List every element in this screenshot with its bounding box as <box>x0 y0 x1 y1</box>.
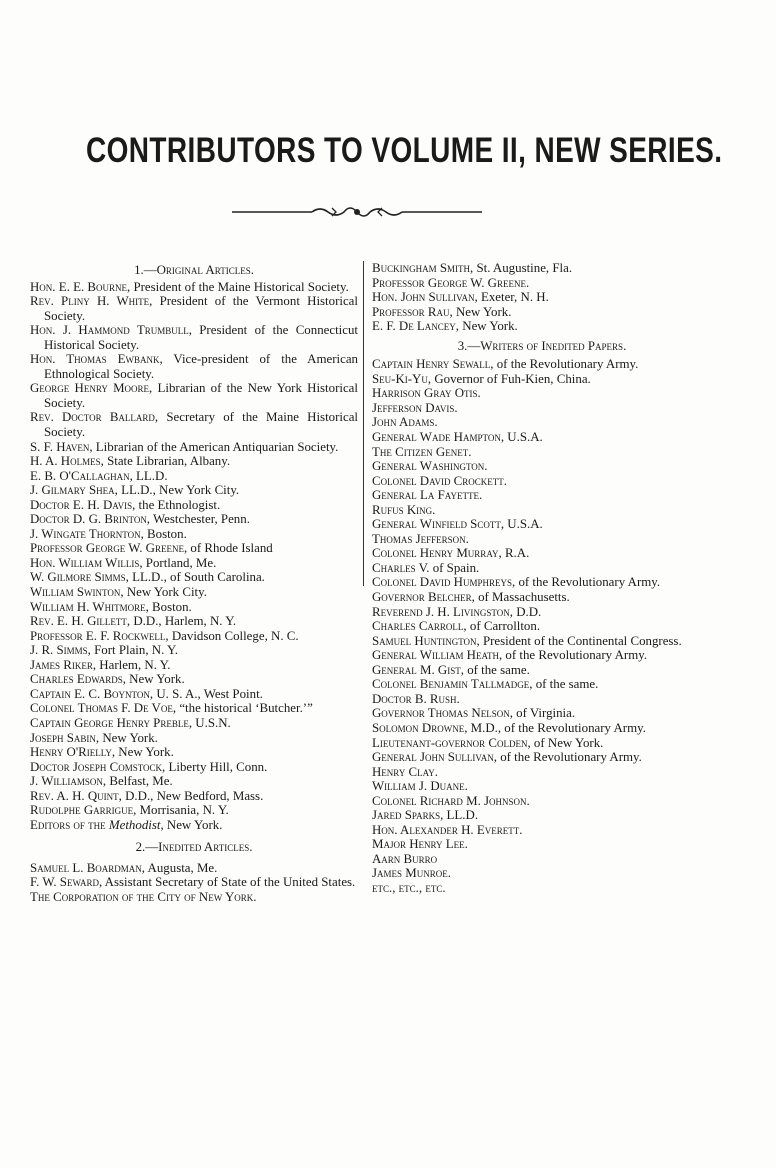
contributor-entry <box>372 386 712 401</box>
contributor-detail: New York. <box>115 745 174 760</box>
contributor-entry <box>372 866 712 881</box>
contributor-entry <box>30 410 358 439</box>
contributor-detail: D.D. <box>512 604 542 619</box>
contributor-detail: President of the Vermont Historical Society. <box>44 294 358 323</box>
section-heading-original: 1.—Original Articles. <box>134 263 254 277</box>
contributor-detail: the Ethnologist. <box>135 497 221 512</box>
contributor-entry <box>372 276 712 291</box>
contributor-detail: President of the Connecticut Historical Society. <box>44 323 358 352</box>
contributor-entry <box>30 760 358 775</box>
contributor-detail: of the Revolutionary Army. <box>515 575 661 590</box>
contributor-name: Professor George W. Greene. <box>372 275 530 290</box>
contributor-entry <box>372 319 712 334</box>
contributor-name: E. F. De Lancey, <box>372 319 460 334</box>
contributor-entry <box>30 890 358 905</box>
contributor-entry <box>30 323 358 352</box>
contributor-name: Doctor E. H. Davis, <box>30 497 136 512</box>
contributor-detail: New York. <box>452 304 512 319</box>
contributor-name: Harrison Gray Otis. <box>372 386 481 401</box>
contributor-name: Editors of the <box>30 817 109 832</box>
contributor-entry <box>372 823 712 838</box>
contributor-entry <box>30 294 358 323</box>
contributor-detail: Boston. <box>143 526 187 541</box>
contributor-detail: LL.D., New York City. <box>117 483 240 498</box>
contributor-name: Hon. Thomas Ewbank, <box>30 352 163 367</box>
contributor-name: Hon. William Willis, <box>30 555 143 570</box>
contributor-name: Lieutenant-governor Colden, <box>372 735 531 750</box>
contributor-entry <box>372 648 712 663</box>
contributor-name: J. R. Simms, <box>30 643 91 658</box>
contributor-entry <box>30 731 358 746</box>
contributor-entry <box>372 503 712 518</box>
contributor-name: Aarn Burro <box>372 851 438 866</box>
contributor-detail: of Massachusetts. <box>474 590 570 605</box>
contributor-name: Colonel Henry Murray, <box>372 546 502 561</box>
contributor-name: George Henry Moore, <box>30 381 153 396</box>
contributor-name: Thomas Jefferson. <box>372 531 469 546</box>
contributor-entry <box>30 352 358 381</box>
contributor-detail: of the same. <box>532 677 599 692</box>
contributor-detail: State Librarian, Albany. <box>103 454 231 469</box>
contributor-name: Colonel Richard M. Johnson. <box>372 793 530 808</box>
contributor-name: Governor Thomas Nelson, <box>372 706 513 721</box>
contributor-detail: Librarian of the New York Historical Society. <box>44 381 358 410</box>
contributor-entry <box>372 808 712 823</box>
contributor-entry <box>372 459 712 474</box>
contributor-entry <box>372 590 712 605</box>
contributor-entry <box>372 837 712 852</box>
contributor-entry <box>372 721 712 736</box>
contributor-entry <box>30 716 358 731</box>
contributor-detail: LL.D. <box>443 808 479 823</box>
contributor-entry <box>30 381 358 410</box>
contributor-entry <box>372 605 712 620</box>
contributor-detail: Governor of Fuh-Kien, China. <box>431 371 591 386</box>
contributor-name: Samuel L. Boardman, <box>30 860 146 875</box>
contributor-detail: of New York. <box>530 735 604 750</box>
contributor-entry <box>30 585 358 600</box>
contributor-name: John Adams. <box>372 415 438 430</box>
contributor-entry <box>30 527 358 542</box>
contributor-entry <box>30 687 358 702</box>
contributor-entry <box>30 614 358 629</box>
contributor-detail: Harlem, N. Y. <box>96 657 171 672</box>
contributor-name: General William Heath, <box>372 648 503 663</box>
contributor-name: William Swinton, <box>30 585 124 600</box>
contributor-name: E. B. O'Callaghan, <box>30 468 133 483</box>
contributor-entry <box>372 488 712 503</box>
contributor-name: Buckingham Smith, <box>372 261 474 275</box>
contributor-detail: Liberty Hill, Conn. <box>165 759 268 774</box>
contributor-detail: New York. <box>99 730 158 745</box>
contributor-entry <box>30 789 358 804</box>
contributor-name: James Riker, <box>30 657 97 672</box>
contributor-name: Henry O'Rielly, <box>30 745 116 760</box>
contributor-detail: LL.D. <box>132 468 168 483</box>
contributor-entry <box>30 556 358 571</box>
contributor-entry <box>30 861 358 876</box>
contributor-name: J. Gilmary Shea, <box>30 483 118 498</box>
contributor-detail: R.A. <box>501 546 530 561</box>
contributor-detail: St. Augustine, Fla. <box>473 261 573 275</box>
contributor-detail: New York City. <box>123 585 207 600</box>
writers-list <box>372 357 712 895</box>
contributor-entry <box>30 498 358 513</box>
contributor-entry <box>372 401 712 416</box>
contributor-name: Colonel David Crockett. <box>372 473 507 488</box>
contributor-name: W. Gilmore Simms, <box>30 570 129 585</box>
contributor-entry <box>30 280 358 295</box>
contributor-detail: of the Revolutionary Army. <box>493 357 639 372</box>
contributor-detail: U. S. A., West Point. <box>153 686 263 701</box>
contributor-name: Reverend J. H. Livingston, <box>372 604 513 619</box>
contributor-detail: President of the Maine Historical Society. <box>130 279 349 294</box>
contributor-detail: Assistant Secretary of State of the United States. <box>102 875 356 890</box>
contributor-name: Captain George Henry Preble, <box>30 715 193 730</box>
contributor-name: Colonel Benjamin Tallmadge, <box>372 677 533 692</box>
contributor-entry <box>372 765 712 780</box>
ornament-divider-icon <box>232 205 482 219</box>
contributor-entry <box>30 512 358 527</box>
contributor-name: Samuel Huntington, <box>372 633 480 648</box>
contributor-name: Joseph Sabin, <box>30 730 100 745</box>
contributor-name: Professor Rau, <box>372 304 453 319</box>
column-rule <box>363 261 364 586</box>
contributor-entry <box>30 541 358 556</box>
contributor-name: General Wade Hampton, <box>372 430 505 445</box>
contributor-entry <box>372 852 712 867</box>
contributor-detail: of Virginia. <box>512 706 576 721</box>
contributor-entry <box>372 430 712 445</box>
contributor-name: William H. Whitmore, <box>30 599 149 614</box>
contributor-detail: President of the Continental Congress. <box>479 633 682 648</box>
contributor-entry <box>372 750 712 765</box>
contributor-detail: of the same. <box>463 662 530 677</box>
contributor-entry <box>372 445 712 460</box>
contributor-entry <box>30 774 358 789</box>
contributor-entry <box>30 600 358 615</box>
contributor-detail: Librarian of the American Antiquarian Society. <box>92 439 339 454</box>
contributor-name: Hon. John Sullivan, <box>372 290 478 305</box>
contributor-entry <box>372 290 712 305</box>
contributor-name: Seu-Ki-Yu, <box>372 371 432 386</box>
contributor-name: Rev. Pliny H. White, <box>30 294 153 309</box>
contributor-name: F. W. Seward, <box>30 875 103 890</box>
contributor-entry <box>372 561 712 576</box>
contributor-detail: Fort Plain, N. Y. <box>90 643 178 658</box>
contributor-entry <box>372 736 712 751</box>
contributor-name: James Munroe. <box>372 866 451 881</box>
contributor-detail: Augusta, Me. <box>145 860 218 875</box>
contributor-name: S. F. Haven, <box>30 439 93 454</box>
contributor-detail: U.S.A. <box>504 517 543 532</box>
contributor-entry <box>372 881 712 896</box>
right-column <box>372 261 712 896</box>
contributor-name: J. Williamson, <box>30 774 107 789</box>
continued-original-list <box>372 261 712 334</box>
contributor-detail: D.D., Harlem, N. Y. <box>130 614 237 629</box>
contributor-detail: Portland, Me. <box>142 555 217 570</box>
contributor-name: Hon. Alexander H. Everett. <box>372 822 523 837</box>
contributor-name: General Winfield Scott, <box>372 517 505 532</box>
contributor-name: Rev. E. H. Gillett, <box>30 614 131 629</box>
contributor-entry <box>372 677 712 692</box>
contributor-name: Rev. Doctor Ballard, <box>30 410 159 425</box>
contributor-detail: Methodist, New York. <box>108 817 223 832</box>
contributor-entry <box>372 794 712 809</box>
contributor-detail: Belfast, Me. <box>106 774 173 789</box>
contributor-name: Doctor D. G. Brinton, <box>30 512 151 527</box>
contributor-name: Rufus King. <box>372 502 436 517</box>
contributor-name: Jefferson Davis. <box>372 400 458 415</box>
contributor-name: William J. Duane. <box>372 779 468 794</box>
contributor-entry <box>30 570 358 585</box>
contributor-name: General La Fayette. <box>372 488 483 503</box>
inedited-articles-list <box>30 861 358 905</box>
contributor-entry <box>372 706 712 721</box>
contributor-detail: “the historical ‘Butcher.’” <box>176 701 313 716</box>
contributor-detail: Boston. <box>148 599 192 614</box>
contributor-entry <box>30 672 358 687</box>
contributor-entry <box>372 474 712 489</box>
contributor-name: General M. Gist, <box>372 662 464 677</box>
contributor-entry <box>372 779 712 794</box>
contributor-detail: Vice-president of the American Ethnological Society. <box>44 352 359 381</box>
contributor-detail: Davidson College, N. C. <box>168 628 299 643</box>
contributor-detail: New York. <box>125 672 185 687</box>
contributor-detail: New York. <box>459 319 518 334</box>
contributor-name: Major Henry Lee. <box>372 837 468 852</box>
contributor-name: Professor George W. Greene, <box>30 541 188 556</box>
contributor-name: General John Sullivan, <box>372 750 497 765</box>
original-articles-list <box>30 280 358 833</box>
contributor-entry <box>30 658 358 673</box>
contributor-detail: LL.D., of South Carolina. <box>128 570 265 585</box>
left-column <box>30 261 358 905</box>
contributor-entry <box>30 818 358 833</box>
contributor-detail: Secretary of the Maine Historical Society. <box>44 410 358 440</box>
contributor-name: etc., etc., etc. <box>372 880 446 895</box>
contributor-entry <box>30 629 358 644</box>
contributor-detail: U.S.A. <box>504 430 543 445</box>
contributor-entry <box>30 643 358 658</box>
contributor-entry <box>372 575 712 590</box>
contributor-detail: Morrisania, N. Y. <box>136 803 229 818</box>
contributor-detail: of Carrollton. <box>466 619 541 634</box>
contributor-entry <box>372 663 712 678</box>
contributor-name: Charles Edwards, <box>30 672 126 687</box>
contributor-name: Colonel Thomas F. De Voe, <box>30 701 177 716</box>
contributor-entry <box>30 469 358 484</box>
contributor-entry <box>30 701 358 716</box>
contributor-name: J. Wingate Thornton, <box>30 526 144 541</box>
contributor-name: The Citizen Genet. <box>372 444 472 459</box>
contributor-name: Charles V. <box>372 560 430 575</box>
contributor-entry <box>372 619 712 634</box>
contributor-detail: Westchester, Penn. <box>150 512 250 527</box>
contributor-entry <box>372 546 712 561</box>
contributor-name: Rudolphe Garrigue, <box>30 803 137 818</box>
contributor-entry <box>30 803 358 818</box>
contributor-name: Colonel David Humphreys, <box>372 575 516 590</box>
contributor-entry <box>372 517 712 532</box>
contributor-entry <box>372 372 712 387</box>
contributor-detail: D.D., New Bedford, Mass. <box>121 788 264 803</box>
contributor-entry <box>372 305 712 320</box>
contributor-name: Solomon Drowne, <box>372 720 468 735</box>
page-title: CONTRIBUTORS TO VOLUME II, NEW SERIES. <box>86 131 723 170</box>
contributor-name: Doctor Joseph Comstock, <box>30 759 166 774</box>
contributor-name: Jared Sparks, <box>372 808 444 823</box>
contributor-name: Hon. J. Hammond Trumbull, <box>30 323 192 338</box>
contributor-detail: of the Revolutionary Army. <box>502 648 648 663</box>
section-heading-writers: 3.—Writers of Inedited Papers. <box>457 338 627 353</box>
contributor-detail: of Spain. <box>429 560 480 575</box>
contributor-detail: of Rhode Island <box>187 541 273 556</box>
contributor-entry <box>372 692 712 707</box>
contributor-entry <box>30 454 358 469</box>
contributor-detail: of the Revolutionary Army. <box>497 750 642 765</box>
contributor-entry <box>372 261 712 276</box>
contributor-name: Henry Clay. <box>372 764 439 779</box>
contributor-entry <box>372 357 712 372</box>
section-heading-inedited: 2.—Inedited Articles. <box>135 840 253 855</box>
contributor-name: Governor Belcher, <box>372 590 475 605</box>
contributor-name: Hon. E. E. Bourne, <box>30 279 131 294</box>
contributor-entry <box>30 440 358 455</box>
contributor-entry <box>30 745 358 760</box>
contributor-entry <box>372 532 712 547</box>
contributor-name: The Corporation of the City of New York. <box>30 889 257 904</box>
contributor-name: Captain E. C. Boynton, <box>30 686 154 701</box>
contributor-name: Professor E. F. Rockwell, <box>30 628 169 643</box>
contributor-entry <box>372 634 712 649</box>
contributor-entry <box>30 483 358 498</box>
contributor-detail: M.D., of the Revolutionary Army. <box>467 720 646 735</box>
contributor-name: Charles Carroll, <box>372 619 467 634</box>
contributor-name: Captain Henry Sewall, <box>372 357 494 372</box>
contributor-name: H. A. Holmes, <box>30 454 104 469</box>
contributor-detail: U.S.N. <box>192 715 231 730</box>
contributor-entry <box>372 415 712 430</box>
contributor-entry <box>30 875 358 890</box>
contributor-detail: Exeter, N. H. <box>477 290 549 305</box>
contributor-name: Rev. A. H. Quint, <box>30 788 122 803</box>
contributor-name: General Washington. <box>372 459 488 474</box>
contributor-name: Doctor B. Rush. <box>372 691 460 706</box>
